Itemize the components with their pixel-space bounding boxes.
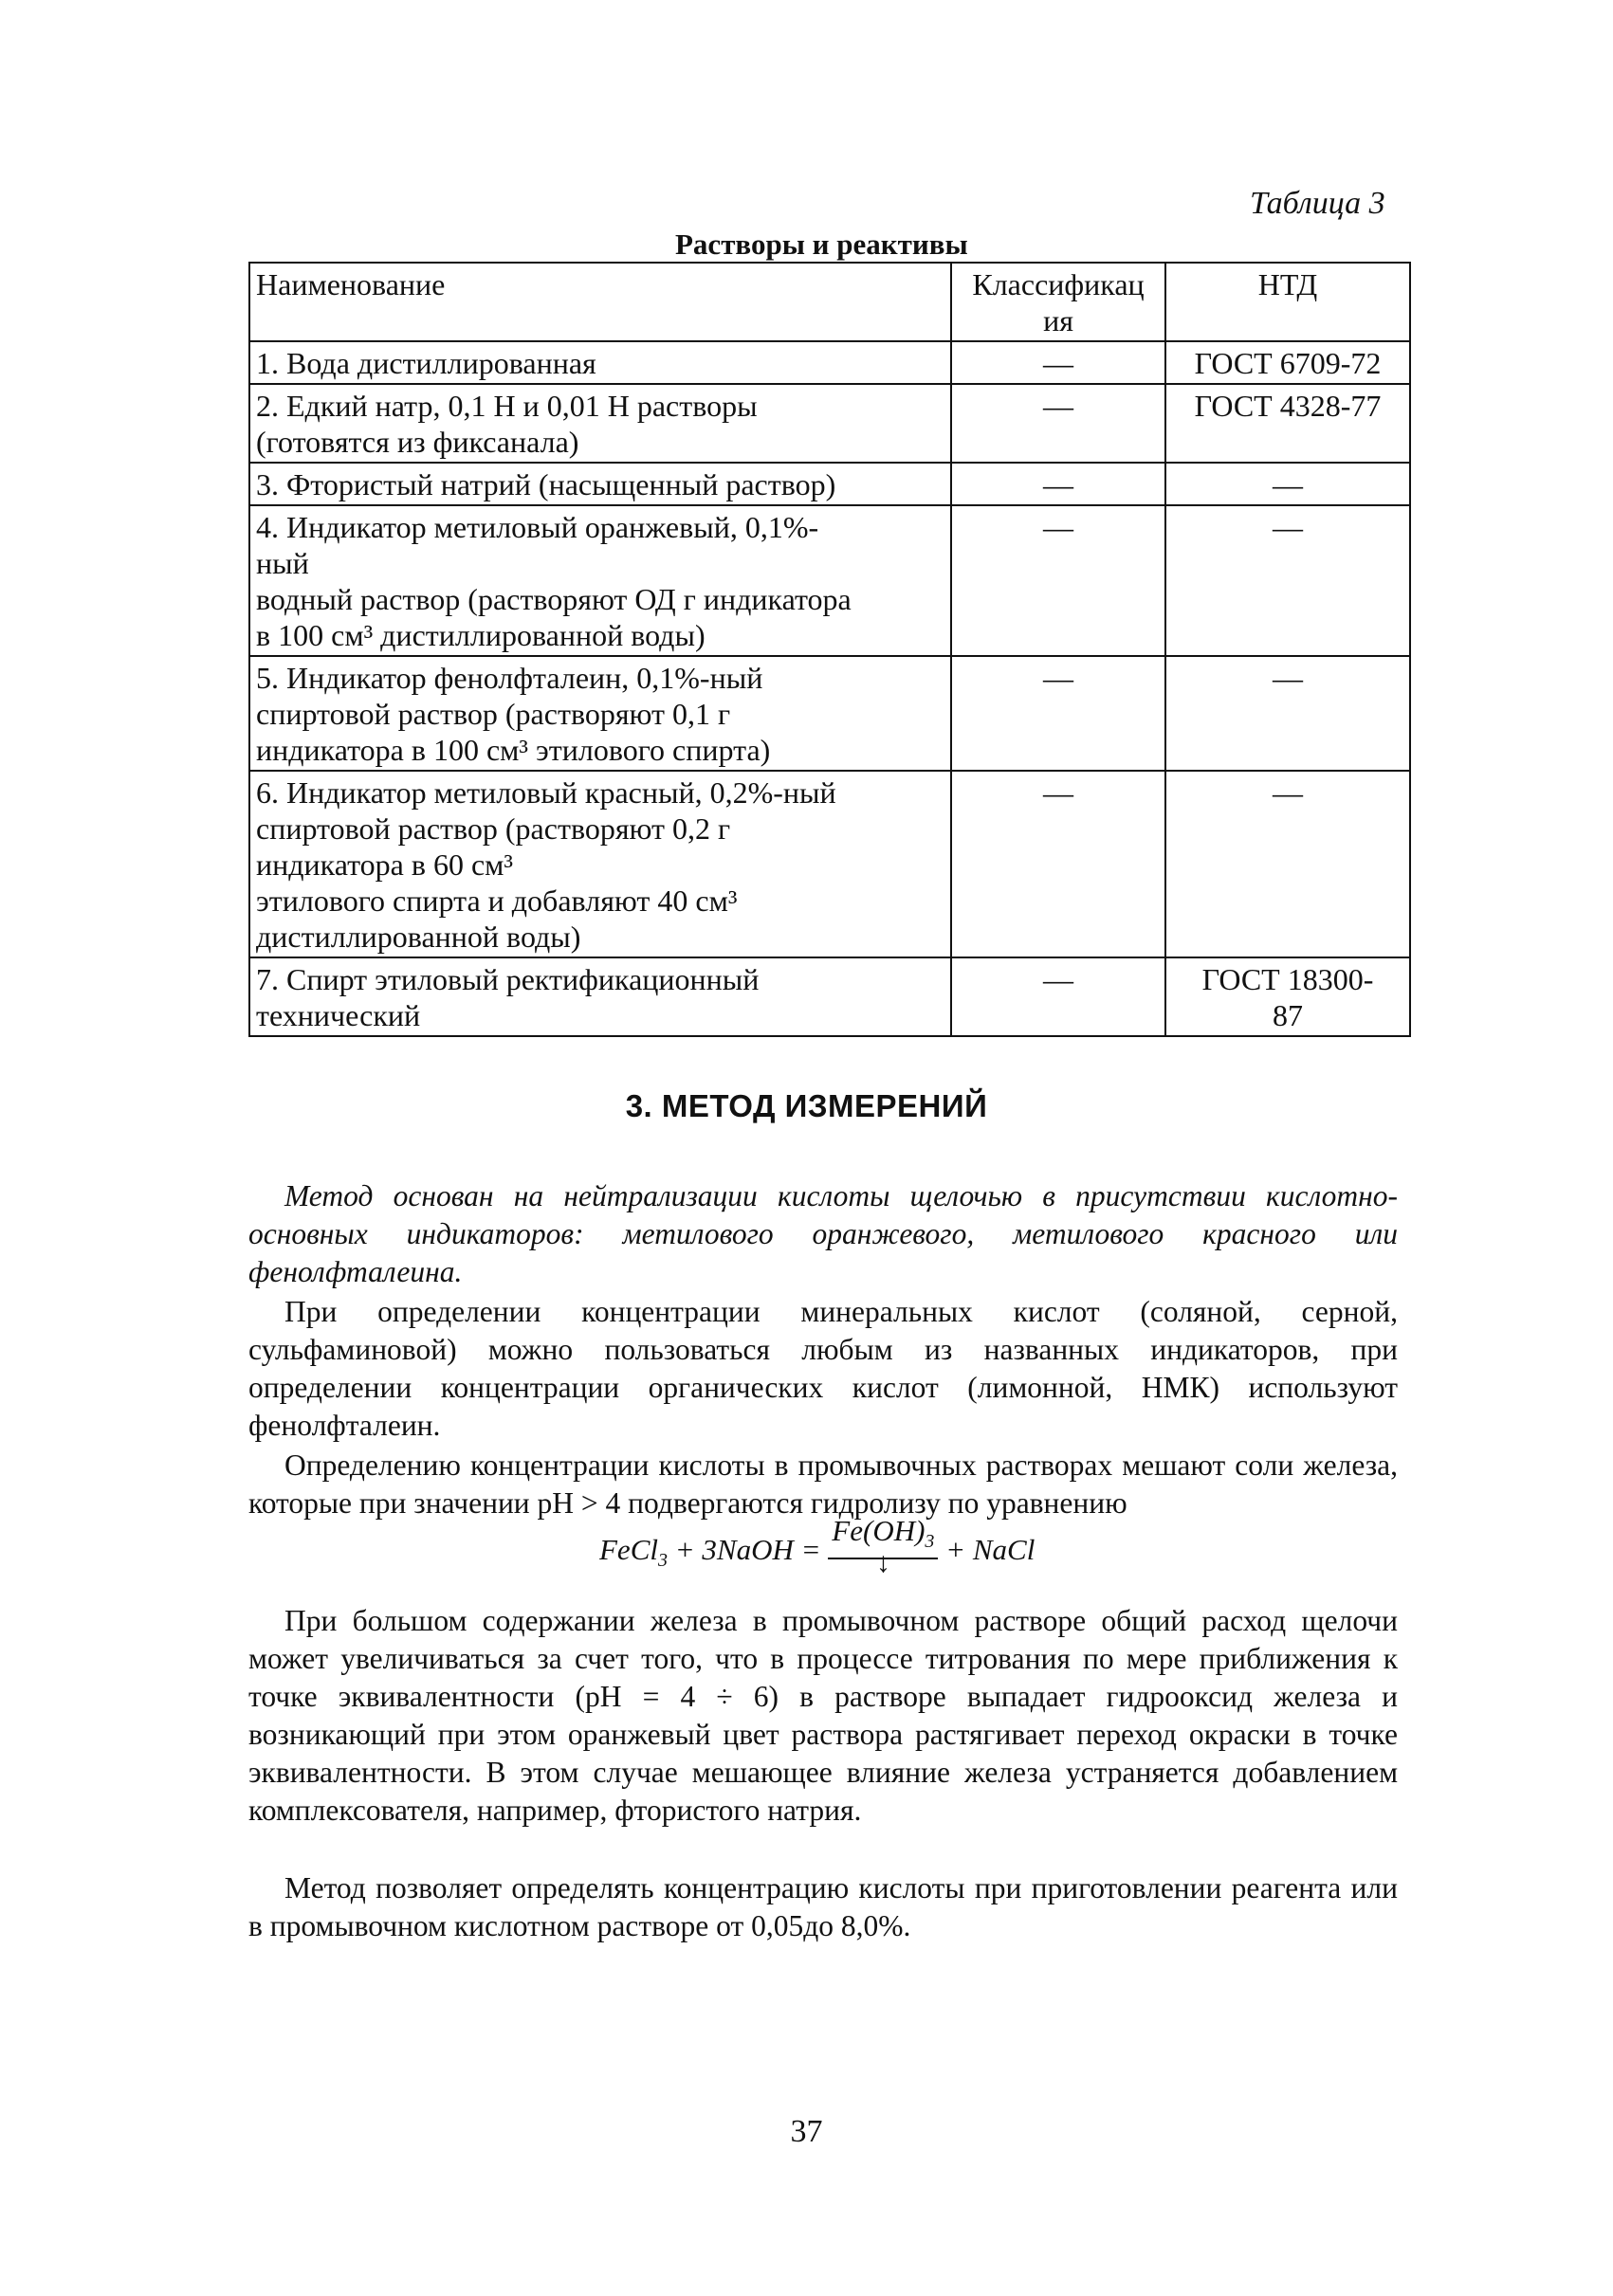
table-row <box>249 656 1410 771</box>
header-name: Наименование <box>249 263 951 341</box>
table-row <box>249 463 1410 505</box>
hydrolysis-equation <box>599 1515 1035 1579</box>
table-caption: Таблица 3 <box>1250 186 1385 221</box>
table-title: Растворы и реактивы <box>675 228 968 261</box>
formula-reactant-subscript: 3 <box>658 1550 668 1572</box>
row-name: 6. Индикатор метиловый красный, 0,2%-ный спиртовой раствор (растворяют 0,2 г индикатора в 60 см³ этилового спирта и добавляют 40 см³ дистиллированной воды) <box>249 771 951 957</box>
row-ntd: ГОСТ 6709-72 <box>1165 341 1410 384</box>
formula-middle: + 3NaOH = <box>668 1533 829 1566</box>
row-name: 5. Индикатор фенолфталеин, 0,1%-ный спиртовой раствор (растворяют 0,1 г индикатора в 100 см³ этилового спирта) <box>249 656 951 771</box>
section-heading: 3. МЕТОД ИЗМЕРЕНИЙ <box>625 1088 988 1123</box>
table-row <box>249 957 1410 1036</box>
row-classification: — <box>951 463 1165 505</box>
row-name: 4. Индикатор метиловый оранжевый, 0,1%- ный водный раствор (растворяют ОД г индикатора в 100 см³ дистиллированной воды) <box>249 505 951 656</box>
row-ntd: — <box>1165 505 1410 656</box>
paragraph-iron-effect: При большом содержании железа в промывочном растворе общий расход щелочи может увеличиваться за счет того, что в процессе титрования по мере приближения к точке эквивалентности (pH = 4 ÷ 6) в растворе выпадает гидрооксид железа и возникающий при этом оранжевый цвет раствора растягивает переход окраски в точке эквивалентности. В этом случае мешающее влияние железа устраняется добавлением комплексователя, например, фтористого натрия. <box>248 1604 1398 1827</box>
formula-product-subscript: 3 <box>925 1531 935 1553</box>
row-name: 2. Едкий натр, 0,1 Н и 0,01 Н растворы (готовятся из фиксанала) <box>249 384 951 463</box>
precipitate-arrow-icon: ↓ <box>875 1547 890 1578</box>
header-classification: Классификац ия <box>951 263 1165 341</box>
row-classification: — <box>951 771 1165 957</box>
row-ntd: — <box>1165 771 1410 957</box>
paragraph-method-basis: Метод основан на нейтрализации кислоты щелочью в присутствии кислотно-основных индикаторов: метилового оранжевого, метилового красного или фенолфталеина. <box>248 1179 1398 1288</box>
row-classification: — <box>951 384 1165 463</box>
row-classification: — <box>951 341 1165 384</box>
formula-end: + NaCl <box>938 1533 1036 1566</box>
row-classification: — <box>951 656 1165 771</box>
row-ntd: — <box>1165 463 1410 505</box>
formula-precipitate <box>828 1514 938 1578</box>
table-row <box>249 384 1410 463</box>
table-row <box>249 341 1410 384</box>
row-name: 7. Спирт этиловый ректификационный технический <box>249 957 951 1036</box>
row-ntd: ГОСТ 18300- 87 <box>1165 957 1410 1036</box>
row-name: 3. Фтористый натрий (насыщенный раствор) <box>249 463 951 505</box>
formula-reactant: FeCl <box>599 1533 658 1566</box>
header-ntd: НТД <box>1165 263 1410 341</box>
row-name: 1. Вода дистиллированная <box>249 341 951 384</box>
page-number: 37 <box>790 2114 823 2149</box>
table-header-row <box>249 263 1410 341</box>
paragraph-iron-interference: Определению концентрации кислоты в промывочных растворах мешают соли железа, которые при значении pH > 4 подвергаются гидролизу по уравнению <box>248 1449 1398 1520</box>
row-ntd: ГОСТ 4328-77 <box>1165 384 1410 463</box>
row-classification: — <box>951 505 1165 656</box>
row-classification: — <box>951 957 1165 1036</box>
table-row <box>249 505 1410 656</box>
paragraph-indicators: При определении концентрации минеральных кислот (соляной, серной, сульфаминовой) можно пользоваться любым из названных индикаторов, при определении концентрации органических кислот (лимонной, НМК) используют фенолфталеин. <box>248 1295 1398 1442</box>
formula-product: Fe(OH) <box>832 1514 926 1547</box>
reagents-table <box>248 262 1411 1037</box>
paragraph-range: Метод позволяет определять концентрацию кислоты при приготовлении реагента или в промывочном кислотном растворе от 0,05до 8,0%. <box>248 1871 1398 1942</box>
row-ntd: — <box>1165 656 1410 771</box>
table-row <box>249 771 1410 957</box>
